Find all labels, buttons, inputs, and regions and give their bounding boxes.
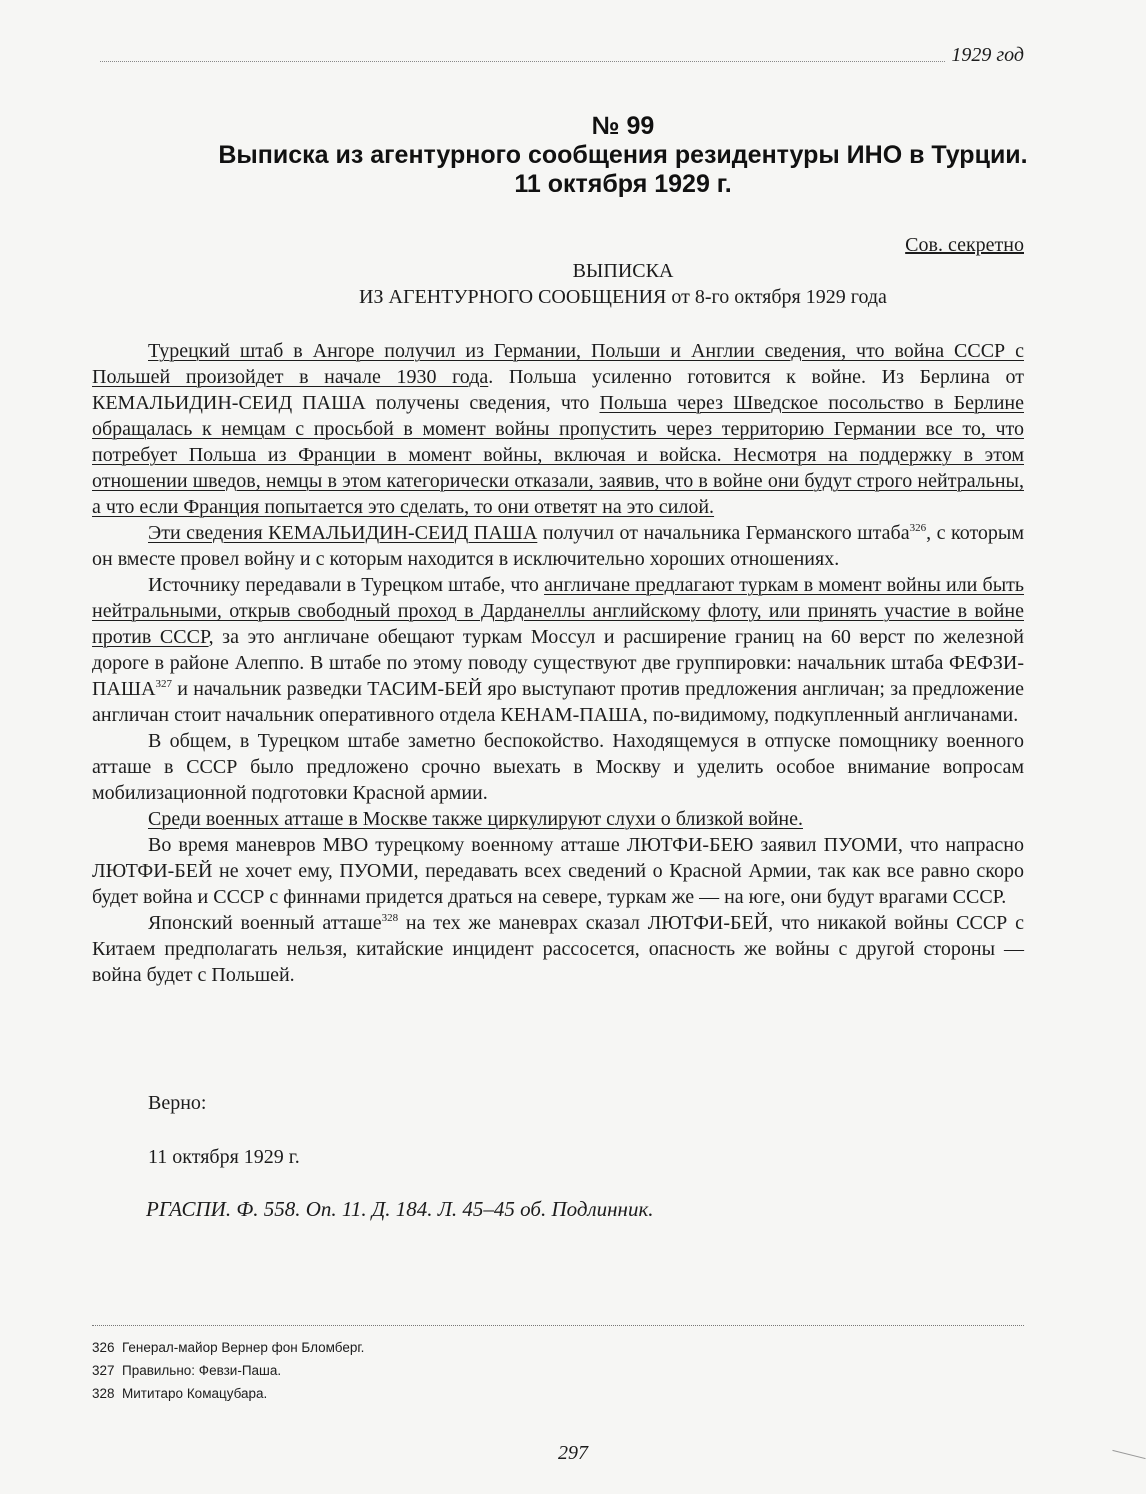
paragraph-3: [92, 572, 1024, 728]
running-header: [100, 45, 1024, 67]
extract-heading: ВЫПИСКА: [572, 260, 674, 282]
footnote: [92, 1382, 364, 1405]
footnote-text: Мититаро Комацубара.: [122, 1386, 268, 1401]
footnote-ref: 326: [909, 522, 927, 534]
paragraph-5: [92, 806, 1024, 832]
extract-title-block: [100, 258, 1146, 310]
footnote-text: Правильно: Февзи-Паша.: [122, 1363, 282, 1378]
footnote: [92, 1359, 364, 1382]
paragraph-1: [92, 338, 1024, 520]
text-run: на тех же маневрах сказал ЛЮТФИ-БЕЙ, что никакой войны СССР с Китаем предполагать нельзя, китайские инцидент рассосется, опасность же войны с другой стороны — война будет с Польшей.: [92, 912, 1024, 986]
underlined-passage: Среди военных атташе в Москве также циркулируют слухи о близкой войне.: [148, 808, 803, 830]
document-title: Выписка из агентурного сообщения резидентуры ИНО в Турции.: [218, 141, 1028, 169]
header-dotted-rule: [100, 61, 945, 62]
footnote-number: 326: [92, 1340, 115, 1355]
footnotes: [92, 1336, 364, 1405]
page-number: 297: [558, 1442, 588, 1464]
document-heading: [100, 112, 1146, 199]
document-body: [92, 338, 1024, 988]
footnote-number: 328: [92, 1386, 115, 1401]
underlined-passage: Польша через Шведское посольство в Берлине обращалась к немцам с просьбой в момент войны пропустить через территорию Германии все то, что потребует Польша из Франции в момент войны, включая и войска. Несмотря на поддержку в этом отношении шведов, немцы в этом категорически отказали, заявив, что в войне они будут строго нейтральны, а что если Франция попытается это сделать, то они ответят на это силой.: [92, 392, 1024, 518]
text-run: , с которым он вместе провел войну и с которым находится в исключительно хороших отношениях.: [92, 522, 1025, 570]
text-run: , за это англичане обещают туркам Моссул и расширение границ на 60 верст по железной дороге в районе Алеппо. В штабе по этому поводу существуют две группировки: начальник штаба ФЕФЗИ-ПАША: [92, 626, 1024, 700]
paragraph-2: [92, 520, 1024, 572]
underlined-passage: Эти сведения КЕМАЛЬИДИН-СЕИД ПАША: [148, 522, 538, 544]
paragraph-4: В общем, в Турецком штабе заметно беспокойство. Находящемуся в отпуске помощнику военного атташе в СССР было предложено срочно выехать в Москву и уделить особое внимание вопросам мобилизационной подготовки Красной армии.: [92, 730, 1024, 804]
text-run: Источнику передавали в Турецком штабе, что: [148, 574, 545, 596]
footnote-ref: 327: [155, 678, 173, 690]
footnote-ref: 328: [381, 912, 399, 924]
verified-label: Верно:: [148, 1092, 207, 1114]
paragraph-6: Во время маневров МВО турецкому военному атташе ЛЮТФИ-БЕЮ заявил ПУОМИ, что напрасно ЛЮТФИ-БЕЙ не хочет ему, ПУОМИ, передавать всех сведений о Красной Армии, так как все равно скоро будет война и СССР с финнами придется драться на севере, туркам же — на юге, они будут врагами СССР.: [92, 834, 1024, 908]
signed-date: 11 октября 1929 г.: [148, 1146, 300, 1168]
underlined-passage: Турецкий штаб в Ангоре получил из Германии, Польши и Англии сведения, что война СССР с Польшей произойдет в начале 1930 года: [92, 340, 1024, 388]
underlined-passage: англичане предлагают туркам в момент войны или быть нейтральными, открыв свободный проход в Дарданеллы английскому флоту, или принять участие в войне против СССР: [92, 574, 1024, 648]
document-date: 11 октября 1929 г.: [514, 170, 732, 198]
classification-stamp: Сов. секретно: [905, 234, 1024, 256]
document-number: № 99: [591, 112, 655, 140]
text-run: Японский военный атташе: [148, 912, 382, 934]
text-run: . Польша усиленно готовится к войне. Из Берлина от КЕМАЛЬИДИН-СЕИД ПАША получены сведения, что: [92, 366, 1024, 414]
archive-source: РГАСПИ. Ф. 558. Оп. 11. Д. 184. Л. 45–45 об. Подлинник.: [146, 1197, 654, 1221]
text-run: получил от начальника Германского штаба: [537, 522, 910, 544]
running-title: 1929 год: [951, 44, 1024, 66]
footnote-number: 327: [92, 1363, 115, 1378]
footnote-separator: [92, 1325, 1024, 1326]
text-run: и начальник разведки ТАСИМ-БЕЙ яро выступают против предложения англичан; за предложение англичан стоит начальник оперативного отдела КЕНАМ-ПАША, по-видимому, подкупленный англичанами.: [92, 678, 1024, 726]
paragraph-7: [92, 910, 1024, 988]
footnote: [92, 1336, 364, 1359]
footnote-text: Генерал-майор Вернер фон Бломберг.: [122, 1340, 365, 1355]
extract-subheading: ИЗ АГЕНТУРНОГО СООБЩЕНИЯ от 8-го октября 1929 года: [359, 286, 887, 308]
